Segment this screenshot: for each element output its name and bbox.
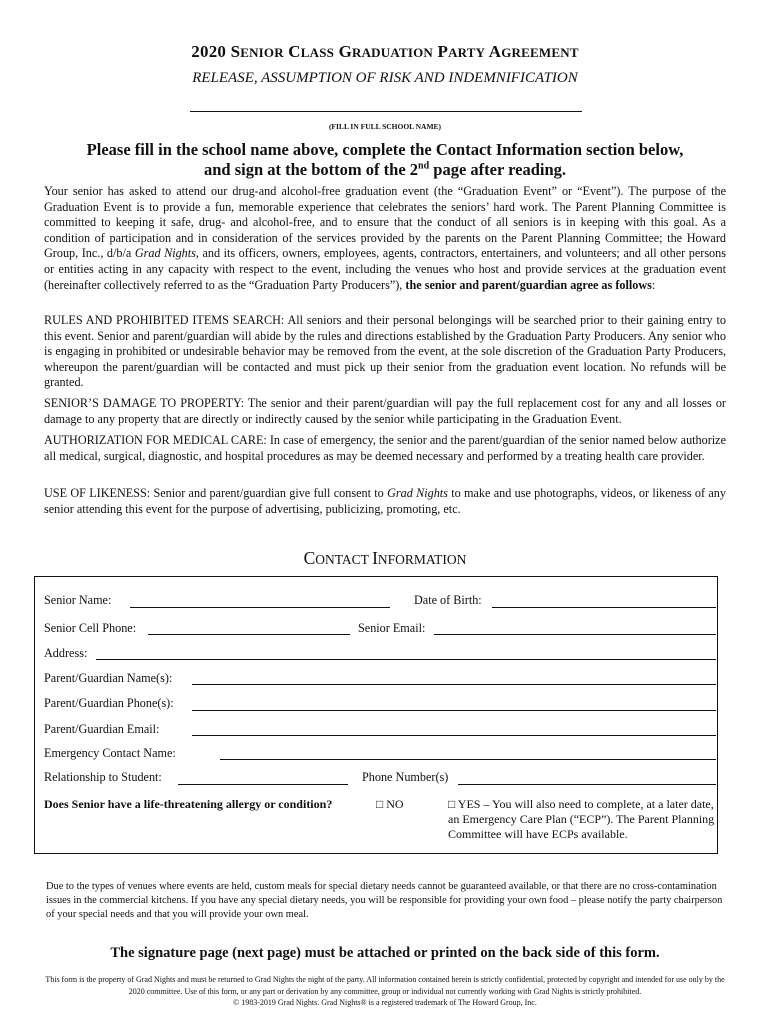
senior-name-field[interactable] xyxy=(130,607,390,608)
dob-label: Date of Birth: xyxy=(414,593,482,607)
footer-copyright: © 1983-2019 Grad Nights. Grad Nights® is a registered trademark of The Howard Group, Inc. xyxy=(233,998,537,1007)
document-title xyxy=(0,42,770,62)
guardian-email-field[interactable] xyxy=(192,735,716,736)
instructions xyxy=(60,140,710,180)
guardian-phones-label: Parent/Guardian Phone(s): xyxy=(44,696,174,710)
intro-paragraph: Your senior has asked to attend our drug-and alcohol-free graduation event (the “Graduation Event” or “Event”). The purpose of the Graduation Event is to provide a fun, memorable experience that celebrates the seniors’ hard work. The Parent Planning Committee is committed to keeping it safe, drug- and alcohol-free, and to ensure that the conduct of all seniors is in keeping with this goal. As a condition of participation and in consideration of the services provided by the parents on the Parent Planning Committee; the Howard Group, Inc., d/b/a Grad Nights, and its officers, owners, employees, agents, contractors, entertainers, and volunteers; and all other persons or entities acting in any capacity with respect to the event, including the venues who host and provide services at the graduation event (hereinafter collectively referred to as the “Graduation Party Producers”), the senior and parent/guardian agree as follows: xyxy=(44,184,726,292)
address-field[interactable] xyxy=(96,659,716,660)
title-word-graduation: GRADUATION xyxy=(338,42,434,61)
school-name-hint: (FILL IN FULL SCHOOL NAME) xyxy=(328,122,442,131)
rules-section: RULES AND PROHIBITED ITEMS SEARCH: All seniors and their personal belongings will be searched prior to their gaining entry to this event. Senior and parent/guardian will abide by the rules and directions established by the Graduation Party Producers. Any senior who is engaging in prohibited or undesirable behavior may be removed from the event, at the sole discretion of the Graduation Party Producers, whereupon the parent/guardian will be contacted and must pick up their senior from the graduation event location. No refunds will be granted. xyxy=(44,313,726,390)
guardian-names-field[interactable] xyxy=(192,684,716,685)
document-subtitle: RELEASE, ASSUMPTION OF RISK AND INDEMNIFICATION xyxy=(192,70,578,86)
title-word-agreement: AGREEMENT xyxy=(488,42,579,61)
medical-section: AUTHORIZATION FOR MEDICAL CARE: In case of emergency, the senior and the parent/guardian of the senior named below authorize all medical, surgical, diagnostic, and hospital procedures as may be deemed necessary and performed by a treating health care provider. xyxy=(44,433,726,463)
contact-heading: CONTACT INFORMATION xyxy=(303,548,467,568)
senior-cell-field[interactable] xyxy=(148,634,350,635)
phone-numbers-label: Phone Number(s) xyxy=(362,770,449,784)
guardian-email-label: Parent/Guardian Email: xyxy=(44,722,160,736)
school-name-field[interactable] xyxy=(190,111,582,112)
signature-page-note: The signature page (next page) must be attached or printed on the back side of this form. xyxy=(110,945,660,961)
dob-field[interactable] xyxy=(492,607,716,608)
allergy-question: Does Senior have a life-threatening allergy or condition? xyxy=(44,797,333,811)
likeness-section: USE OF LIKENESS: Senior and parent/guardian give full consent to Grad Nights to make and use photographs, videos, or likeness of any senior attending this event for the purpose of advertising, publicizing, promoting, etc. xyxy=(44,486,726,516)
title-word-class: CLASS xyxy=(288,42,335,61)
senior-email-label: Senior Email: xyxy=(358,621,426,635)
relationship-label: Relationship to Student: xyxy=(44,770,162,784)
senior-email-field[interactable] xyxy=(434,634,716,635)
title-year: 2020 xyxy=(191,42,227,61)
title-word-party: PARTY xyxy=(437,42,486,61)
emergency-contact-label: Emergency Contact Name: xyxy=(44,746,176,760)
guardian-phones-field[interactable] xyxy=(192,710,716,711)
allergy-no-checkbox[interactable]: □ NO xyxy=(376,797,404,811)
allergy-yes-checkbox[interactable]: □ YES – You will also need to complete, at a later date, an Emergency Care Plan (“ECP”). The Parent Planning Committee will have ECPs available. xyxy=(448,797,715,842)
footer-confidentiality: This form is the property of Grad Nights and must be returned to Grad Nights the night of the party. All information contained herein is strictly confidential, protected by copyright and intended for use only by the 2020 committee. Use of this form, or any part or derivation by any committee, group or individual not currently working with Grad Nights is strictly prohibited. xyxy=(45,975,725,996)
instructions-line-2: and sign at the bottom of the 2nd page after reading. xyxy=(203,160,567,179)
damage-section: SENIOR’S DAMAGE TO PROPERTY: The senior and their parent/guardian will pay the full replacement cost for any and all losses or damage to any property that are directly or indirectly caused by the senior while participating in the Graduation Event. xyxy=(44,396,726,426)
relationship-field[interactable] xyxy=(178,784,348,785)
phone-numbers-field[interactable] xyxy=(458,784,716,785)
guardian-names-label: Parent/Guardian Name(s): xyxy=(44,671,173,685)
dietary-note: Due to the types of venues where events are held, custom meals for special dietary needs cannot be guaranteed available, or that there are no cross-contamination issues in the commercial kitchens. If you have any special dietary needs, you will be responsible for providing your own food – please notify the party chairperson of your special needs and that you will provide your own meal. xyxy=(46,881,723,920)
title-word-senior: SENIOR xyxy=(230,42,284,61)
senior-name-label: Senior Name: xyxy=(44,593,112,607)
senior-cell-label: Senior Cell Phone: xyxy=(44,621,137,635)
address-label: Address: xyxy=(44,646,88,660)
footer xyxy=(40,974,730,1009)
emergency-contact-field[interactable] xyxy=(220,759,716,760)
instructions-line-1: Please fill in the school name above, complete the Contact Information section below, xyxy=(86,140,684,159)
